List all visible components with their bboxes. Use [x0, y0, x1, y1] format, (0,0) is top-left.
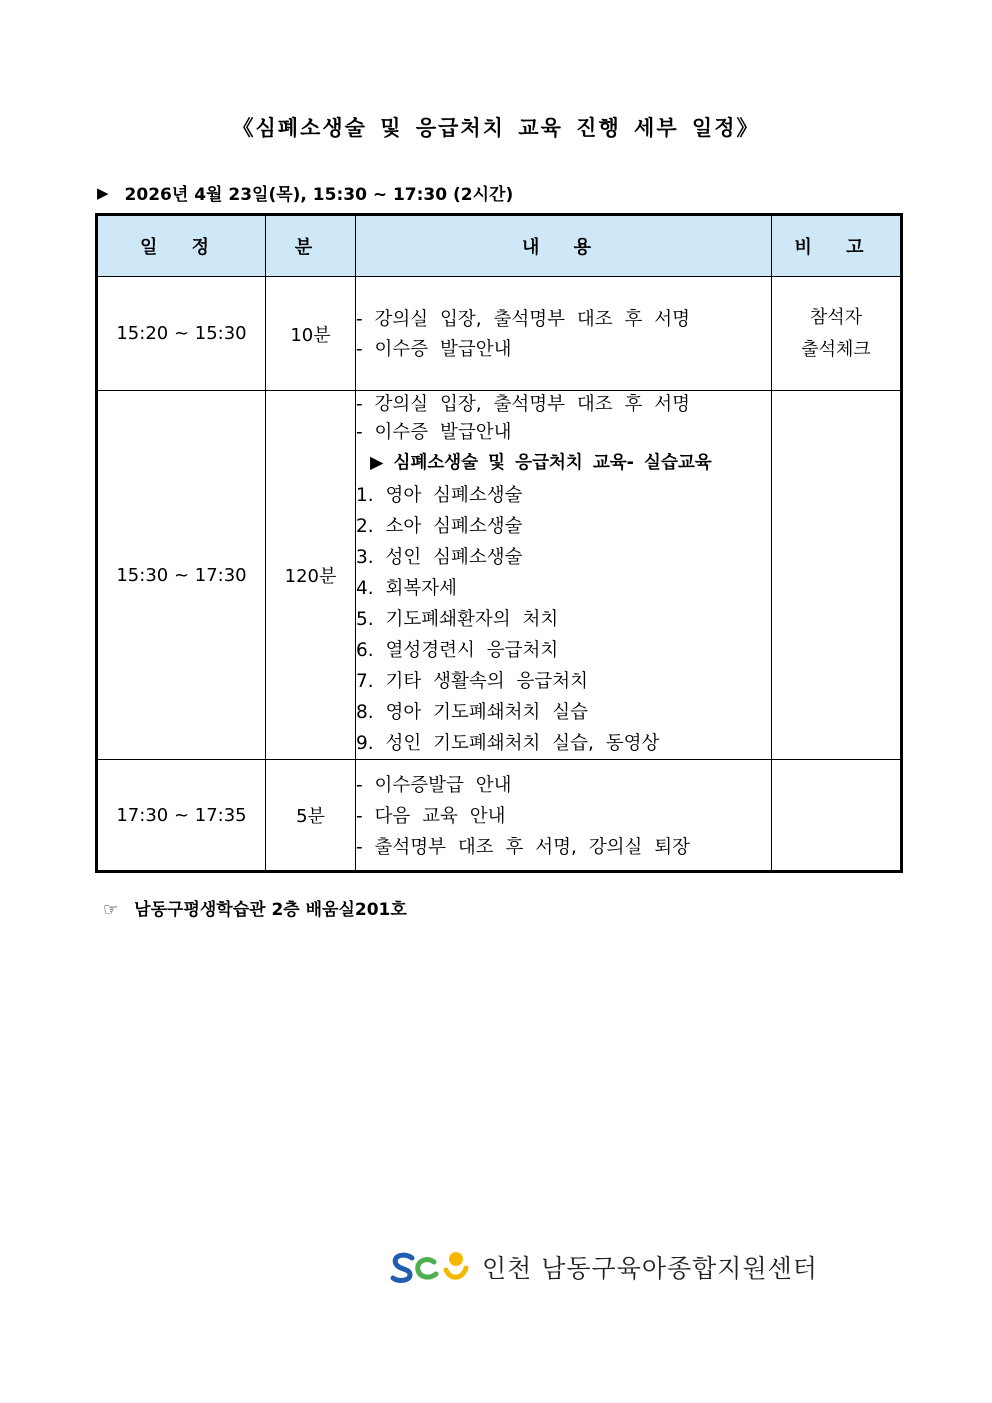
content-line: - 강의실 입장, 출석명부 대조 후 서명: [356, 309, 691, 330]
list-item: 4. 회복자세: [356, 578, 458, 599]
content-cell: [356, 391, 772, 760]
pointing-hand-icon: ☞: [103, 900, 119, 920]
list-item: 6. 열성경련시 응급처치: [356, 640, 559, 661]
note-line: 참석자: [809, 306, 863, 328]
content-line: - 출석명부 대조 후 서명, 강의실 퇴장: [356, 837, 691, 858]
list-item: 8. 영아 기도폐쇄처치 실습: [356, 702, 589, 723]
time-cell: 17:30 ~ 17:35: [97, 760, 266, 872]
list-item: 2. 소아 심폐소생술: [356, 516, 523, 537]
list-item: 3. 성인 심폐소생술: [356, 547, 523, 568]
list-item: 9. 성인 기도폐쇄처치 실습, 동영상: [356, 733, 660, 754]
content-line: - 이수증발급 안내: [356, 775, 512, 796]
date-line: [97, 180, 513, 205]
content-line: - 이수증 발급안내: [356, 422, 512, 443]
duration-cell: 120분: [266, 391, 356, 760]
triangle-marker-icon: ▶: [97, 183, 109, 202]
document-title: 《심폐소생술 및 응급처치 교육 진행 세부 일정》: [232, 116, 760, 140]
date-text: 2026년 4월 23일(목), 15:30 ~ 17:30 (2시간): [124, 185, 514, 205]
content-line: - 다음 교육 안내: [356, 806, 506, 827]
table-row: [97, 760, 902, 872]
header-content: 내 용: [356, 215, 772, 277]
time-cell: 15:30 ~ 17:30: [97, 391, 266, 760]
list-item: 1. 영아 심폐소생술: [356, 485, 523, 506]
list-item: 7. 기타 생활속의 응급처치: [356, 671, 589, 692]
time-cell: 15:20 ~ 15:30: [97, 277, 266, 391]
location-footnote: [103, 895, 407, 920]
content-line: - 이수증 발급안내: [356, 339, 512, 360]
header-note: 비 고: [772, 215, 902, 277]
header-duration: 분: [266, 215, 356, 277]
header-time: 일 정: [97, 215, 266, 277]
content-subheading: ▶ 심폐소생술 및 응급처치 교육- 실습교육: [370, 453, 712, 473]
note-cell: [772, 277, 902, 391]
center-logo-icon: [390, 1248, 470, 1286]
organization-logo: [390, 1248, 818, 1286]
location-text: 남동구평생학습관 2층 배움실201호: [134, 900, 407, 920]
content-cell: [356, 277, 772, 391]
table-header-row: [97, 215, 902, 277]
list-item: 5. 기도폐쇄환자의 처치: [356, 609, 559, 630]
content-line: - 강의실 입장, 출석명부 대조 후 서명: [356, 394, 691, 415]
table-row: [97, 391, 902, 760]
note-line: 출석체크: [801, 338, 871, 360]
duration-cell: 10분: [266, 277, 356, 391]
organization-name: 인천 남동구육아종합지원센터: [482, 1254, 818, 1283]
schedule-table: [95, 213, 903, 873]
note-cell: [772, 391, 902, 760]
table-row: [97, 277, 902, 391]
note-cell: [772, 760, 902, 872]
duration-cell: 5분: [266, 760, 356, 872]
content-cell: [356, 760, 772, 872]
